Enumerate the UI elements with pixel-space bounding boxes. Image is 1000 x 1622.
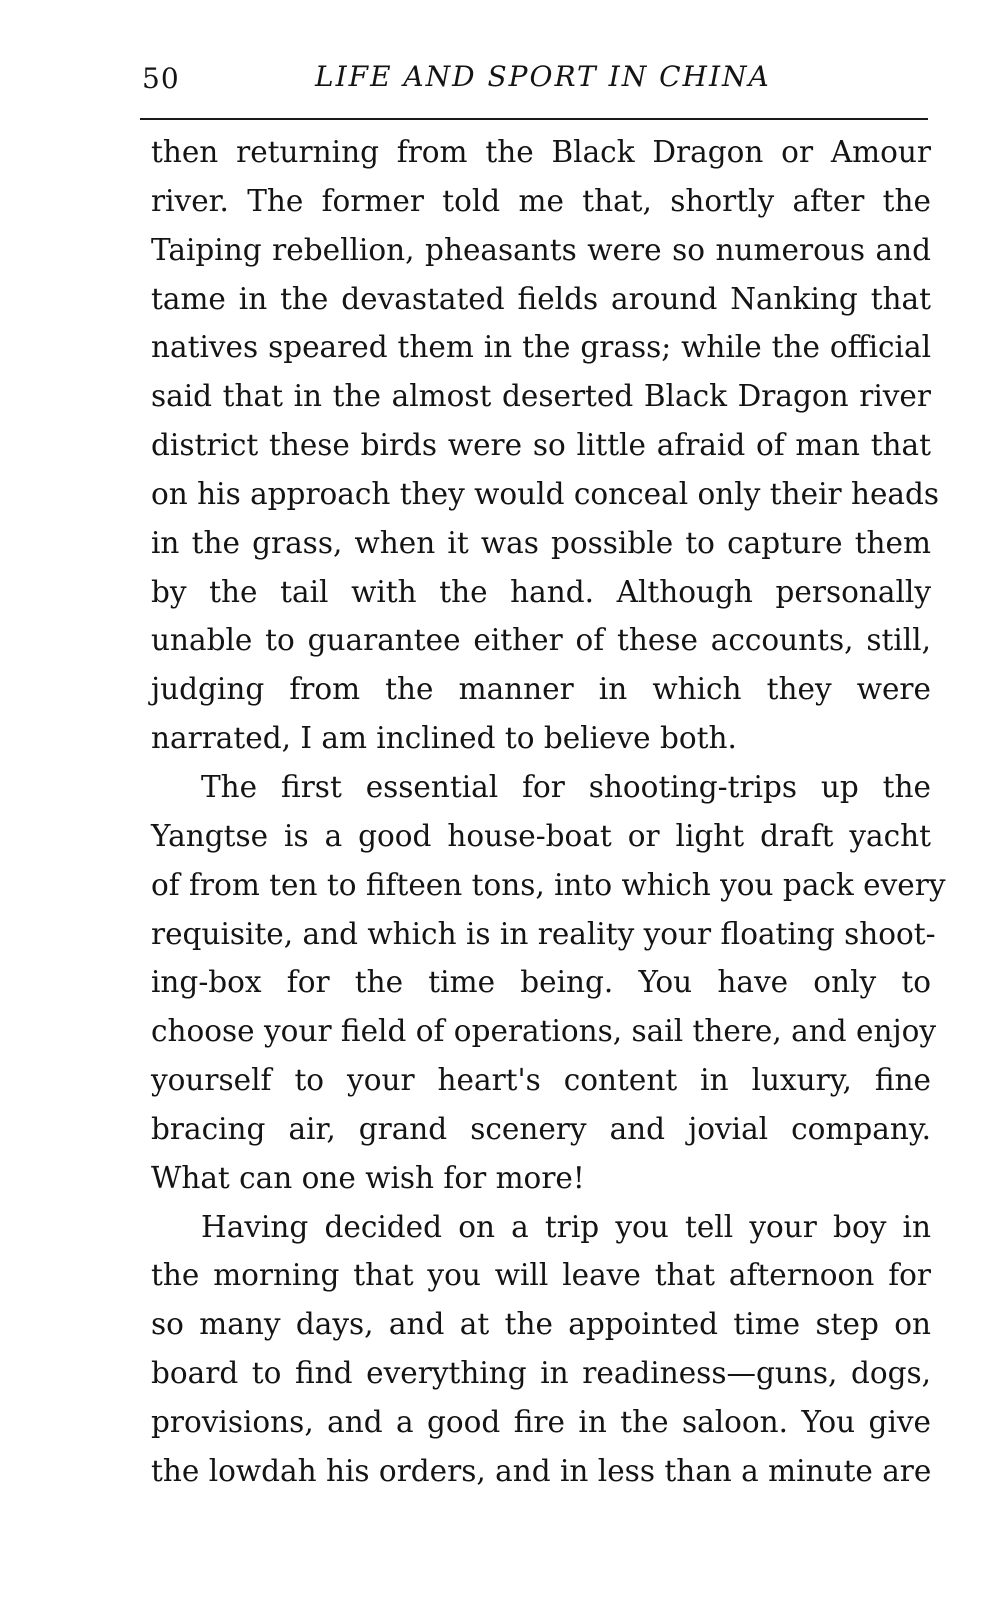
text-line: requisite, and which is in reality your floating shoot-	[151, 916, 936, 951]
text-line: the morning that you will leave that afternoon for	[151, 1258, 931, 1293]
paragraph-end-line: narrated, I am inclined to believe both.	[151, 721, 737, 756]
text-line: so many days, and at the appointed time step on	[151, 1307, 931, 1342]
running-title: LIFE AND SPORT IN CHINA	[315, 60, 771, 93]
text-line: on his approach they would conceal only their heads	[151, 476, 940, 511]
text-line: in the grass, when it was possible to capture them	[151, 525, 931, 560]
text-line: natives speared them in the grass; while the official	[151, 330, 931, 365]
paragraph-start-line: The first essential for shooting-trips up the	[201, 769, 931, 804]
text-line: tame in the devastated fields around Nanking that	[151, 281, 931, 316]
text-line: yourself to your heart's content in luxury, fine	[151, 1063, 931, 1098]
header-rule	[140, 118, 928, 120]
text-line: provisions, and a good fire in the saloon. You give	[151, 1404, 931, 1439]
text-line: ing-box for the time being. You have only to	[151, 965, 931, 1000]
text-line: said that in the almost deserted Black Dragon river	[151, 379, 931, 414]
text-line: Yangtse is a good house-boat or light draft yacht	[151, 818, 931, 853]
text-line: board to find everything in readiness—guns, dogs,	[151, 1356, 931, 1391]
paragraph-start-line: Having decided on a trip you tell your boy in	[201, 1209, 931, 1244]
text-line: Taiping rebellion, pheasants were so numerous and	[151, 232, 931, 267]
text-line: the lowdah his orders, and in less than a minute are	[151, 1453, 932, 1488]
body-text	[151, 128, 946, 1496]
text-line: bracing air, grand scenery and jovial company.	[151, 1111, 931, 1146]
text-line: judging from the manner in which they were	[151, 672, 931, 707]
paragraph-end-line: What can one wish for more!	[151, 1160, 585, 1195]
text-line: district these birds were so little afraid of man that	[151, 428, 931, 463]
text-line: unable to guarantee either of these accounts, still,	[151, 623, 931, 658]
text-line: of from ten to fifteen tons, into which you pack every	[151, 867, 946, 902]
text-line: by the tail with the hand. Although personally	[151, 574, 931, 609]
text-line: choose your field of operations, sail there, and enjoy	[151, 1014, 937, 1049]
page-number: 50	[142, 62, 180, 95]
running-head	[140, 60, 930, 104]
text-line: then returning from the Black Dragon or Amour	[151, 135, 931, 169]
text-line: river. The former told me that, shortly after the	[151, 183, 931, 218]
